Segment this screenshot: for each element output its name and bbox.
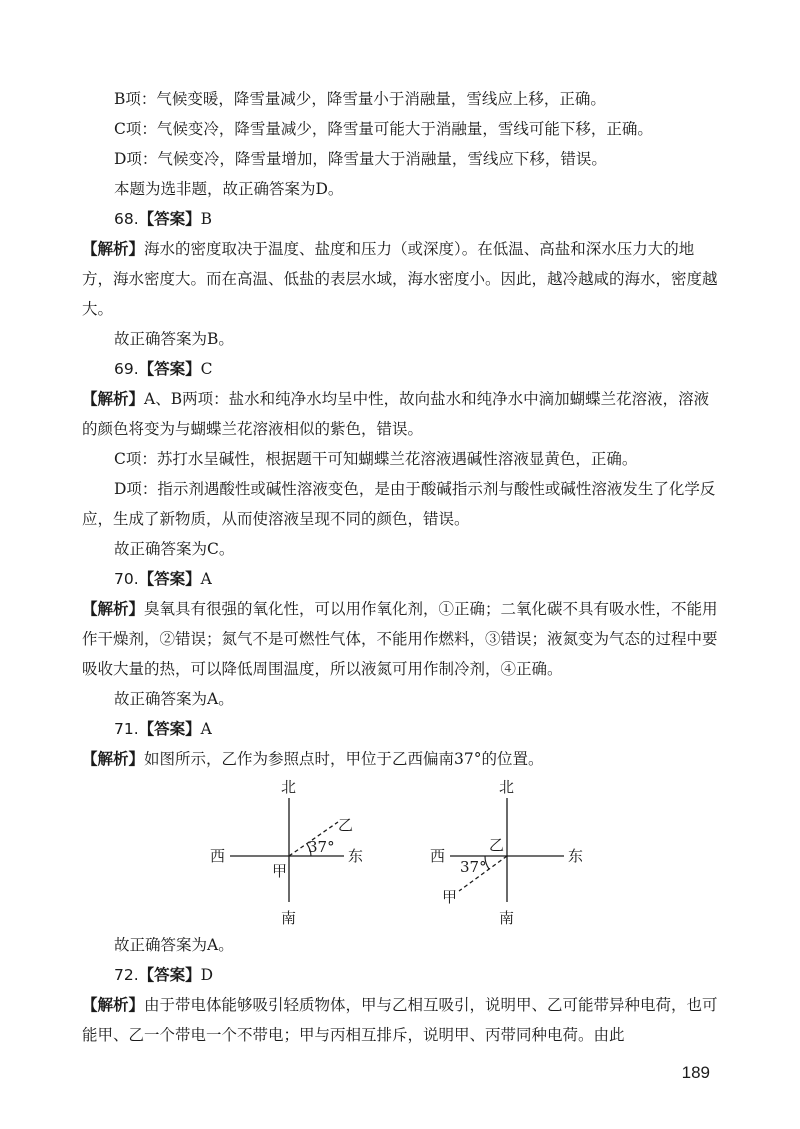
- compass-left: [210, 778, 363, 927]
- q70-analysis-text: 臭氧具有很强的氧化性，可以用作氧化剂，①正确；二氧化碳不具有吸水性，不能用作干燥剂，②错误；氮气不是可燃性气体，不能用作燃料，③错误；液氮变为气态的过程中要吸收大量的热，可以降低周围温度，所以液氮可用作制冷剂，④正确。: [82, 600, 718, 678]
- item-d-line: D项：气候变冷，降雪量增加，降雪量大于消融量，雪线应下移，错误。: [114, 150, 607, 168]
- right-yi-label: 乙: [489, 836, 505, 854]
- right-east-label: 东: [568, 847, 584, 865]
- right-north-label: 北: [499, 778, 515, 796]
- q71-number: 71.: [114, 720, 139, 738]
- q68-conclusion: 故正确答案为B。: [114, 330, 234, 348]
- q71-analysis: [82, 744, 722, 774]
- q71-answer: A: [200, 720, 212, 738]
- q69-answer-line: [82, 354, 722, 384]
- q69-analysis-text: A、B两项：盐水和纯净水均呈中性，故向盐水和纯净水中滴加蝴蝶兰花溶液，溶液的颜色将变为与蝴蝶兰花溶液相似的紫色，错误。: [82, 390, 710, 438]
- document-page: [82, 84, 722, 1050]
- right-angle-label: 37°: [460, 858, 487, 876]
- left-jia-label: 甲: [272, 862, 288, 880]
- left-north-label: 北: [281, 778, 297, 796]
- item-b-line: B项：气候变暖，降雪量减少，降雪量小于消融量，雪线应上移，正确。: [114, 90, 606, 108]
- q68-analysis-label: 【解析】: [82, 240, 145, 258]
- compass-right: [430, 778, 583, 927]
- q72-analysis-label: 【解析】: [82, 996, 145, 1014]
- q72-analysis-text: 由于带电体能够吸引轻质物体，甲与乙相互吸引，说明甲、乙可能带异种电荷，也可能甲、乙一个带电一个不带电；甲与丙相互排斥，说明甲、丙带同种电荷。由此: [82, 996, 718, 1044]
- q69-c-item: C项：苏打水呈碱性，根据题干可知蝴蝶兰花溶液遇碱性溶液显黄色，正确。: [114, 450, 638, 468]
- q71-answer-label: 【答案】: [138, 720, 201, 738]
- q70-analysis: [82, 594, 722, 684]
- q71-analysis-label: 【解析】: [82, 750, 145, 768]
- q72-analysis: [82, 990, 722, 1050]
- q72-answer: D: [200, 966, 214, 984]
- right-south-label: 南: [499, 909, 515, 927]
- right-jia-label: 甲: [442, 888, 458, 906]
- page-number: 189: [681, 1063, 710, 1082]
- q72-number: 72.: [114, 966, 139, 984]
- q71-conclusion: 故正确答案为A。: [114, 936, 234, 954]
- q69-conclusion: 故正确答案为C。: [114, 540, 235, 558]
- q69-d-item: D项：指示剂遇酸性或碱性溶液变色，是由于酸碱指示剂与酸性或碱性溶液发生了化学反应，生成了新物质，从而使溶液呈现不同的颜色，错误。: [82, 480, 716, 528]
- left-east-label: 东: [348, 847, 364, 865]
- q68-answer: B: [200, 210, 213, 228]
- q68-answer-line: [82, 204, 722, 234]
- conclusion-67: 本题为选非题，故正确答案为D。: [114, 180, 344, 198]
- q72-answer-label: 【答案】: [138, 966, 201, 984]
- direction-diagram: [82, 778, 722, 928]
- q70-answer-label: 【答案】: [138, 570, 201, 588]
- item-c-line: C项：气候变冷，降雪量减少，降雪量可能大于消融量，雪线可能下移，正确。: [114, 120, 653, 138]
- q72-answer-line: [82, 960, 722, 990]
- left-west-label: 西: [210, 847, 226, 865]
- left-yi-label: 乙: [338, 816, 354, 834]
- q68-analysis-text: 海水的密度取决于温度、盐度和压力（或深度）。在低温、高盐和深水压力大的地方，海水密度大。而在高温、低盐的表层水域，海水密度小。因此，越冷越咸的海水，密度越大。: [82, 240, 718, 318]
- q69-number: 69.: [114, 360, 139, 378]
- q69-answer-label: 【答案】: [138, 360, 201, 378]
- direction-figure: [82, 778, 722, 928]
- left-south-label: 南: [281, 909, 297, 927]
- q69-analysis-label: 【解析】: [82, 390, 145, 408]
- q70-analysis-label: 【解析】: [82, 600, 145, 618]
- q68-answer-label: 【答案】: [138, 210, 201, 228]
- q70-answer: A: [200, 570, 212, 588]
- q70-answer-line: [82, 564, 722, 594]
- q71-analysis-text: 如图所示，乙作为参照点时，甲位于乙西偏南37°的位置。: [144, 750, 544, 768]
- q68-number: 68.: [114, 210, 139, 228]
- q69-analysis: [82, 384, 722, 444]
- q71-answer-line: [82, 714, 722, 744]
- q70-conclusion: 故正确答案为A。: [114, 690, 234, 708]
- q69-answer: C: [200, 360, 213, 378]
- q68-analysis: [82, 234, 722, 324]
- q70-number: 70.: [114, 570, 139, 588]
- left-angle-label: 37°: [308, 838, 335, 856]
- right-west-label: 西: [430, 847, 446, 865]
